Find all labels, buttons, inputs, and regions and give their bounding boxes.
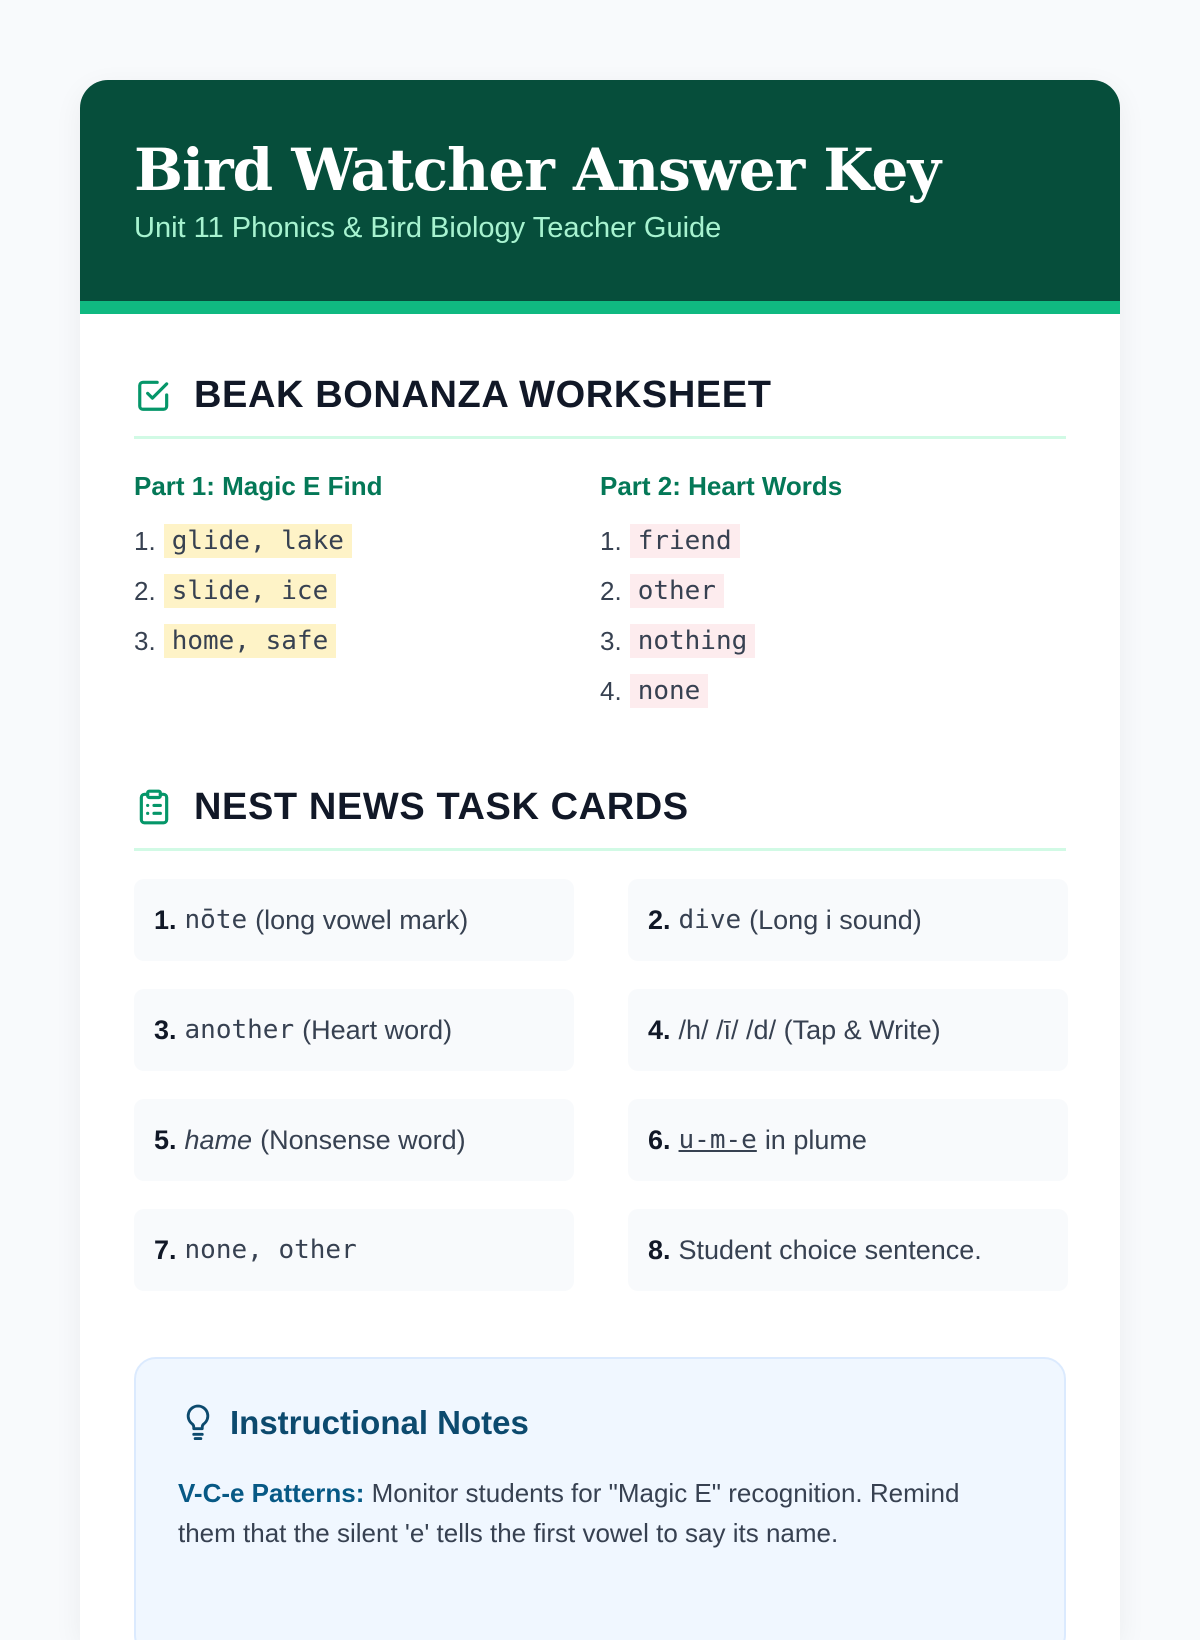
task-card bbox=[134, 879, 574, 961]
list-item bbox=[600, 666, 1066, 716]
item-number: 1. bbox=[134, 525, 156, 556]
notes-title: Instructional Notes bbox=[230, 1404, 529, 1441]
worksheet-parts bbox=[134, 471, 1066, 716]
task-number: 8. bbox=[648, 1234, 671, 1265]
page-title: Bird Watcher Answer Key bbox=[134, 136, 941, 204]
page-header bbox=[80, 80, 1120, 314]
task-text: /h/ /ī/ /d/ (Tap & Write) bbox=[678, 1014, 941, 1045]
lightbulb-icon bbox=[178, 1401, 218, 1445]
notes-header bbox=[178, 1401, 1022, 1445]
part1-list bbox=[134, 516, 600, 666]
clipboard-list-icon bbox=[134, 787, 174, 827]
answer-highlight: home, safe bbox=[164, 624, 337, 658]
list-item bbox=[600, 566, 1066, 616]
task-card bbox=[628, 989, 1068, 1071]
list-item bbox=[600, 616, 1066, 666]
part2-heart-words bbox=[600, 471, 1066, 716]
part2-list bbox=[600, 516, 1066, 716]
task-number: 5. bbox=[154, 1124, 177, 1155]
list-item bbox=[134, 516, 600, 566]
list-item bbox=[134, 616, 600, 666]
answer-highlight: nothing bbox=[630, 624, 756, 658]
task-card bbox=[134, 1209, 574, 1291]
answer-highlight: slide, ice bbox=[164, 574, 337, 608]
task-number: 7. bbox=[154, 1234, 177, 1265]
item-number: 3. bbox=[134, 625, 156, 656]
task-word: none, other bbox=[184, 1235, 357, 1265]
task-cards-section-title: NEST NEWS TASK CARDS bbox=[194, 785, 689, 828]
task-word: nōte bbox=[184, 905, 248, 935]
item-number: 2. bbox=[134, 575, 156, 606]
task-note: (Nonsense word) bbox=[260, 1124, 466, 1155]
task-card bbox=[134, 989, 574, 1071]
task-word: another bbox=[184, 1015, 295, 1045]
task-number: 3. bbox=[154, 1014, 177, 1045]
notes-body: Monitor students for "Magic E" recognition. Remind them that the silent 'e' tells the first vowel to say its name. bbox=[178, 1478, 960, 1548]
task-word: dive bbox=[678, 905, 742, 935]
task-number: 2. bbox=[648, 904, 671, 935]
notes-label: V-C-e Patterns: bbox=[178, 1478, 365, 1508]
task-note: (long vowel mark) bbox=[255, 904, 469, 935]
page-subtitle: Unit 11 Phonics & Bird Biology Teacher Guide bbox=[134, 212, 722, 244]
answer-highlight: friend bbox=[630, 524, 740, 558]
page-body bbox=[80, 314, 1120, 1640]
worksheet-section-header bbox=[134, 366, 1066, 439]
task-number: 4. bbox=[648, 1014, 671, 1045]
item-number: 1. bbox=[600, 525, 622, 556]
task-note: in plume bbox=[764, 1124, 867, 1155]
task-card bbox=[628, 1209, 1068, 1291]
answer-highlight: glide, lake bbox=[164, 524, 352, 558]
task-word: u-m-e bbox=[678, 1125, 757, 1155]
item-number: 3. bbox=[600, 625, 622, 656]
notes-text bbox=[178, 1473, 1022, 1553]
item-number: 4. bbox=[600, 675, 622, 706]
task-card bbox=[628, 1099, 1068, 1181]
task-text: Student choice sentence. bbox=[678, 1234, 982, 1265]
answer-highlight: other bbox=[630, 574, 724, 608]
task-number: 1. bbox=[154, 904, 177, 935]
worksheet-section-title: BEAK BONANZA WORKSHEET bbox=[194, 373, 772, 416]
list-item bbox=[600, 516, 1066, 566]
part1-magic-e bbox=[134, 471, 600, 716]
checkbox-check-icon bbox=[134, 375, 174, 415]
answer-key-card bbox=[80, 80, 1120, 1640]
task-note: (Long i sound) bbox=[749, 904, 922, 935]
list-item bbox=[134, 566, 600, 616]
task-cards-grid bbox=[134, 879, 1066, 1291]
part1-title: Part 1: Magic E Find bbox=[134, 471, 383, 501]
task-card bbox=[134, 1099, 574, 1181]
part2-title: Part 2: Heart Words bbox=[600, 471, 843, 501]
task-card bbox=[628, 879, 1068, 961]
answer-highlight: none bbox=[630, 674, 709, 708]
task-note: (Heart word) bbox=[302, 1014, 453, 1045]
task-cards-section-header bbox=[134, 778, 1066, 851]
task-word: hame bbox=[184, 1124, 253, 1155]
task-number: 6. bbox=[648, 1124, 671, 1155]
item-number: 2. bbox=[600, 575, 622, 606]
instructional-notes bbox=[134, 1357, 1066, 1640]
